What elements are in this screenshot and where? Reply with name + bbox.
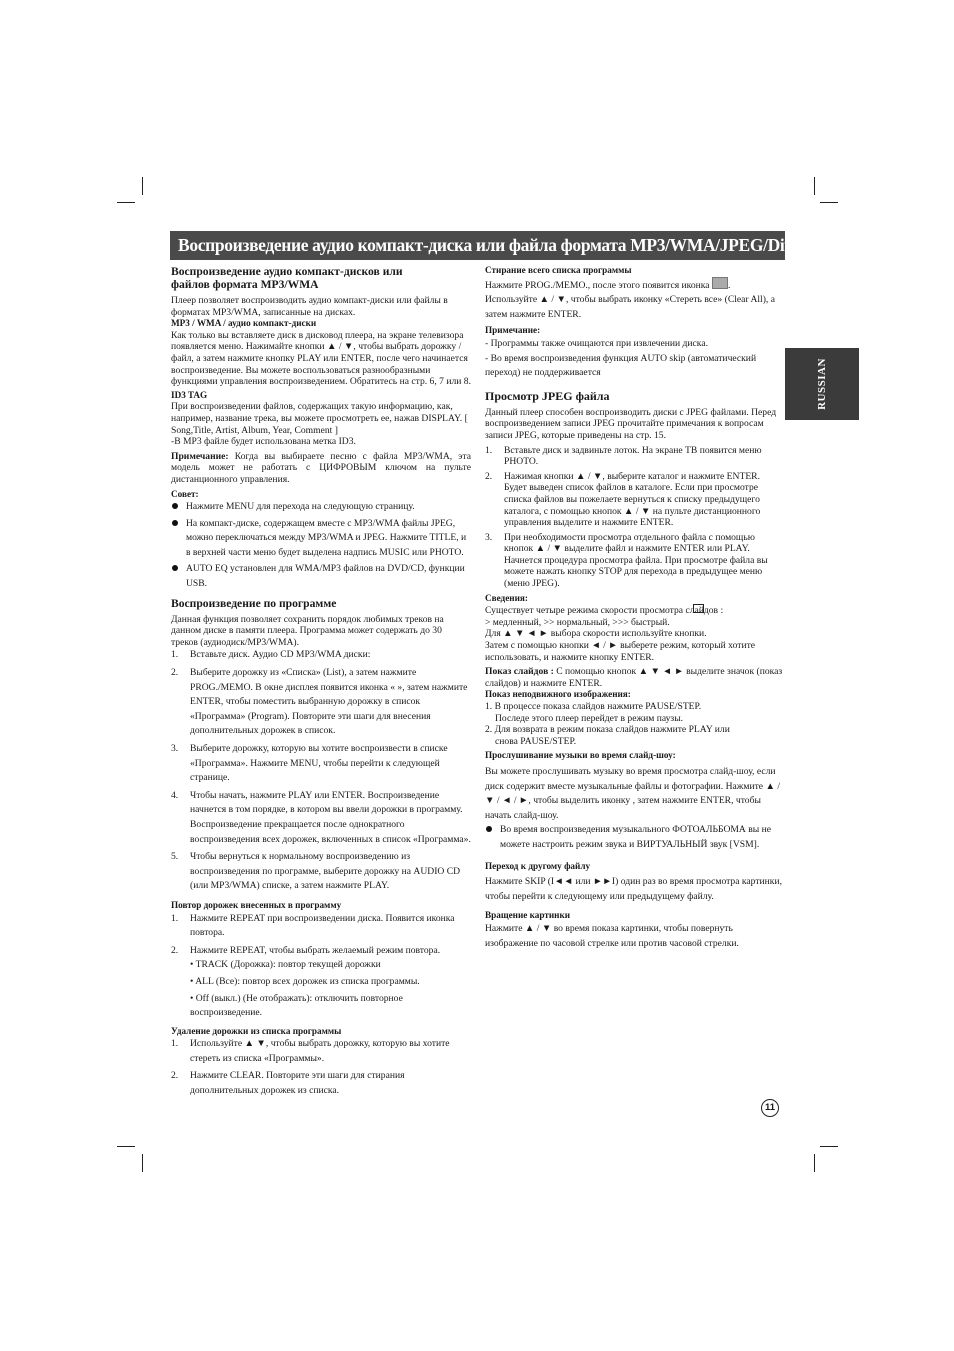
- note-paragraph: [171, 451, 471, 486]
- rotate-paragraph: Нажмите ▲ / ▼ во время показа картинки, чтобы повернуть изображение по часовой стрелке или против часовой стрелки.: [485, 922, 739, 949]
- info-line: Затем с помощью кнопки ◄ / ► выберете режим, который хотите использовать, и нажмите кнопку ENTER.: [485, 640, 756, 663]
- step-text: Нажмите REPEAT, чтобы выбрать желаемый режим повтора.: [190, 944, 441, 956]
- list-item: 1. Вставьте диск и задвиньте лоток. На экране ТВ появится меню PHOTO.: [485, 444, 762, 468]
- music-notes: [485, 823, 785, 852]
- bullet-icon: [172, 520, 178, 526]
- info-line: Для ▲ ▼ ◄ ► выбора скорости используйте кнопки.: [485, 628, 707, 640]
- bullet-icon: [486, 826, 492, 832]
- still-line: 2. Для возврата в режим показа слайдов нажмите PLAY или: [485, 724, 730, 736]
- info-heading: Сведения:: [485, 592, 528, 603]
- list-item: 3. При необходимости просмотра отдельного файла с помощью кнопок ▲ / ▼ выделите файл и нажмите ENTER или PLAY. Начнется процедура просмотра файла. При просмотре файла вы можете нажать кнопку STOP для перехода в предыдущее меню (меню JPEG).: [485, 531, 768, 590]
- step-text: Нажмите REPEAT при воспроизведении диска. Появится иконка повтора.: [190, 912, 455, 939]
- step-text: Чтобы вернуться к нормальному воспроизведению из воспроизведения по программе, выберите дорожку на AUDIO CD (или MP3/WMA) списке, а затем нажмите PLAY.: [190, 851, 461, 892]
- repeat-modes: [171, 958, 471, 1020]
- crop-mark: [814, 177, 815, 195]
- section-title-jpeg: Просмотр JPEG файла: [485, 388, 610, 403]
- music-paragraph: Вы можете прослушивать музыку во время просмотра слайд-шоу, если диск содержит вместе музыкальные файлы и фотографии. Нажмите ▲ / ▼ / ◄ / ►, чтобы выделить иконку , затем нажмите ENTER, чтобы начать слайд-шоу.: [485, 765, 781, 821]
- note-line: - Во время воспроизведения функция AUTO skip (автоматический переход) не поддерживается: [485, 352, 757, 379]
- list-item: • TRACK (Дорожка): повтор текущей дорожки: [190, 959, 381, 971]
- slideshow-label: Показ слайдов :: [485, 666, 554, 678]
- language-tab: [785, 348, 859, 420]
- id3-paragraph: При воспроизведении файлов, содержащих такую информацию, как, например, название трека, вы можете просмотреть ее, нажав DISPLAY. [ Song,Title, Artist, Album, Year, Comment ]: [171, 401, 468, 436]
- right-column: [485, 265, 785, 951]
- still-line: 1. В процессе показа слайдов нажмите PAUSE/STEP.: [485, 701, 702, 712]
- list-item: 2. Выберите дорожку из «Списка» (List), а затем нажмите PROG./MEMO. В окне дисплея появится иконка « », затем нажмите ENTER, чтобы поместить выбранную дорожку в список «Программа» (Program). Повторите эти шаги для внесения дополнительных дорожек в список.: [171, 667, 468, 737]
- section-title-cd-mp3: [171, 265, 471, 291]
- delete-heading: Удаление дорожки из списка программы: [171, 1025, 342, 1036]
- note-line: - Программы также очищаются при извлечении диска.: [485, 337, 708, 349]
- page-number: 11: [761, 1099, 779, 1117]
- intro-paragraph: Плеер позволяет воспроизводить аудио компакт-диски или файлы в форматах MP3/WMA, записанные на дисках.: [171, 295, 448, 318]
- step-text: Выберите дорожку, которую вы хотите воспроизвести в списке «Программа». Нажмите MENU, чтобы перейти к следующей странице.: [190, 743, 448, 784]
- next-file-paragraph: Нажмите SKIP (I◄◄ или ►►I) один раз во время просмотра картинки, чтобы перейти к следующему или предыдущему файлу.: [485, 876, 782, 902]
- list-item: 2. Нажмите CLEAR. Повторите эти шаги для стирания дополнительных дорожек из списка.: [171, 1070, 405, 1097]
- list-item: [171, 517, 471, 561]
- section-title-program: Воспроизведение по программе: [171, 596, 337, 610]
- list-item: 2. Нажимая кнопки ▲ / ▼, выберите каталог и нажмите ENTER. Будет выведен список файлов в каталоге. Если при просмотре списка файлов вы пожелаете вернуться к списку предыдущего каталога, с помощью кнопок ▲ / ▼ на пульте дистанционного управления выделите и нажмите ENTER.: [485, 470, 761, 529]
- clear-paragraph-1: Нажмите PROG./MEMO., после этого появится иконка .: [485, 277, 785, 294]
- clear-text: Нажмите PROG./MEMO., после этого появится иконка: [485, 279, 710, 291]
- still-line: Последе этого плеер перейдет в режим паузы.: [495, 712, 684, 724]
- note-heading: Примечание:: [485, 325, 541, 336]
- next-file-heading: Переход к другому файлу: [485, 860, 591, 871]
- list-item: 1. Используйте ▲ ▼, чтобы выбрать дорожку, которую вы хотите стереть из списка «Программы».: [171, 1038, 450, 1064]
- still-heading: Показ неподвижного изображения:: [485, 689, 631, 700]
- id3-note: -В MP3 файле будет использована метка ID3.: [171, 436, 356, 448]
- crop-mark: [814, 1154, 815, 1172]
- tip-text: AUTO EQ установлен для WMA/MP3 файлов на DVD/CD, функции USB.: [186, 563, 465, 590]
- step-text: Выберите дорожку из «Списка» (List), а затем нажмите PROG./MEMO. В окне дисплея появится иконка « », затем нажмите ENTER, чтобы поместить выбранную дорожку в список «Программа» (Program). Повторите эти шаги для внесения дополнительных дорожек в список.: [190, 667, 468, 737]
- section-title-line: файлов формата MP3/WMA: [171, 278, 319, 291]
- info-line: [485, 604, 785, 617]
- music-note-text: Во время воспроизведения музыкального ФОТОАЛЬБОМА вы не можете настроить режим звука и ВИРТУАЛЬНЫЙ звук [VSM].: [500, 824, 771, 850]
- list-item: [171, 500, 471, 515]
- delete-steps: [171, 1037, 471, 1098]
- info-text: Существует четыре режима скорости просмотра слайдов :: [485, 605, 724, 617]
- step-text: Вставьте диск. Аудио CD MP3/WMA диски:: [190, 649, 371, 661]
- crop-mark: [142, 177, 143, 195]
- program-paragraph: Данная функция позволяет сохранить порядок любимых треков на данном диске в памяти плеера. Программа может содержать до 30 треков (аудиодиск/MP3/WMA).: [171, 613, 444, 648]
- list-item: 4. Чтобы начать, нажмите PLAY или ENTER. Воспроизведение начнется в том порядке, в котором вы ввели дорожки в программу. Воспроизведение прекращается после однократного воспроизведения всех дорожек, включенных в список «Программа».: [171, 789, 471, 845]
- note-label: Примечание:: [171, 450, 229, 462]
- list-item: 2. Нажмите REPEAT, чтобы выбрать желаемый режим повтора.: [171, 944, 441, 956]
- list-item: 3. Выберите дорожку, которую вы хотите воспроизвести в списке «Программа». Нажмите MENU, чтобы перейти к следующей странице.: [171, 743, 448, 784]
- mp3-heading: MP3 / WMA / аудио компакт-диски: [171, 318, 317, 329]
- list-item: 1. Вставьте диск. Аудио CD MP3/WMA диски:: [171, 649, 371, 661]
- slideshow-paragraph: [485, 666, 785, 689]
- list-item: • ALL (Все): повтор всех дорожек из списка программы.: [190, 975, 420, 987]
- step-text: Нажимая кнопки ▲ / ▼, выберите каталог и нажмите ENTER. Будет выведен список файлов в каталоге. Если при просмотре списка файлов вы пожелаете вернуться к списку предыдущего каталога, с помощью кнопок ▲ / ▼ на пульте дистанционного управления выделите и нажмите ENTER.: [504, 470, 761, 529]
- crop-mark: [142, 1154, 143, 1172]
- list-item: [485, 823, 785, 852]
- step-text: Нажмите CLEAR. Повторите эти шаги для стирания дополнительных дорожек из списка.: [190, 1070, 405, 1097]
- left-column: [171, 265, 471, 1102]
- tip-list: [171, 500, 471, 592]
- tip-text: На компакт-диске, содержащем вместе с MP3/WMA файлы JPEG, можно переключаться между MP3/WMA и JPEG. Нажмите TITLE, и в верхней части меню будет выделена надпись MUSIC или PHOTO.: [186, 517, 467, 558]
- jpeg-paragraph: Данный плеер способен воспроизводить диски с JPEG файлами. Перед воспроизведением записи JPEG прочитайте примечания к вопросам записи JPEG, которые приведены на стр. 15.: [485, 406, 777, 441]
- crop-mark: [820, 202, 838, 203]
- clear-heading: Стирание всего списка программы: [485, 265, 632, 275]
- still-line: снова PAUSE/STEP.: [495, 735, 577, 747]
- tip-heading: Совет:: [171, 488, 199, 499]
- info-line: > медленный, >> нормальный, >>> быстрый.: [485, 616, 670, 628]
- crop-mark: [117, 1146, 135, 1147]
- repeat-heading: Повтор дорожек внесенных в программу: [171, 899, 342, 910]
- note-text: Когда вы выбираете песню с файла MP3/WMA, эта модель может не работать с ЦИФРОВЫМ ключом на пульте дистанционного управления.: [171, 450, 471, 485]
- slideshow-text: С помощью кнопок ▲ ▼ ◄ ► выделите значок (показ слайдов) и нажмите ENTER.: [485, 666, 783, 689]
- rotate-heading: Вращение картинки: [485, 910, 571, 921]
- id3-heading: ID3 TAG: [171, 389, 208, 400]
- section-title-line: Воспроизведение аудио компакт-дисков или: [171, 265, 403, 278]
- list-item: 1. Нажмите REPEAT при воспроизведении диска. Появится иконка повтора.: [171, 912, 455, 939]
- page-title: Воспроизведение аудио компакт-диска или файла формата MP3/WMA/JPEG/DivX: [170, 231, 785, 260]
- list-item: [171, 562, 471, 591]
- clear-paragraph-2: Используйте ▲ / ▼, чтобы выбрать иконку «Стереть все» (Clear All), а затем нажмите ENTER.: [485, 294, 775, 320]
- jpeg-steps: [485, 445, 785, 590]
- tip-text: Нажмите MENU для перехода на следующую страницу.: [186, 501, 415, 513]
- music-heading: Прослушивание музыки во время слайд-шоу:: [485, 750, 676, 761]
- step-text: Используйте ▲ ▼, чтобы выбрать дорожку, которую вы хотите стереть из списка «Программы».: [190, 1038, 450, 1064]
- step-text: Чтобы начать, нажмите PLAY или ENTER. Воспроизведение начнется в том порядке, в котором вы ввели дорожки в программу. Воспроизведение прекращается после однократного воспроизведения всех дорожек, включенных в список «Программа».: [190, 789, 471, 845]
- step-text: Вставьте диск и задвиньте лоток. На экране ТВ появится меню PHOTO.: [504, 444, 762, 468]
- bullet-icon: [172, 503, 178, 509]
- mp3-paragraph: Как только вы вставляете диск в дисковод плеера, на экране телевизора появляется меню. Нажимайте кнопки ▲ / ▼, чтобы выбрать дорожку / файл, а затем нажмите кнопку PLAY или ENTER, после чего начинается воспроизведение. Вы можете воспользоваться разнообразными функциями управления воспроизведением. Обратитесь на стр. 6, 7 или 8.: [171, 329, 471, 388]
- slide-speed-icon: [693, 604, 704, 613]
- step-text: При необходимости просмотра отдельного файла с помощью кнопок ▲ / ▼ выделите файл и нажмите ENTER или PLAY. Начнется процедура просмотра файла. При просмотре файла вы можете нажать кнопку STOP для перехода в предыдущее меню (меню JPEG).: [504, 531, 768, 590]
- crop-mark: [820, 1146, 838, 1147]
- program-steps: [171, 648, 471, 894]
- bullet-icon: [172, 565, 178, 571]
- crop-mark: [117, 202, 135, 203]
- list-item: 5. Чтобы вернуться к нормальному воспроизведению из воспроизведения по программе, выберите дорожку на AUDIO CD (или MP3/WMA) списке, а затем нажмите PLAY.: [171, 851, 461, 892]
- repeat-steps: [171, 912, 471, 959]
- clear-all-icon: [712, 277, 728, 289]
- list-item: • Off (выкл.) (Не отображать): отключить повторное воспроизведение.: [190, 992, 403, 1019]
- language-tab-label: RUSSIAN: [816, 358, 828, 410]
